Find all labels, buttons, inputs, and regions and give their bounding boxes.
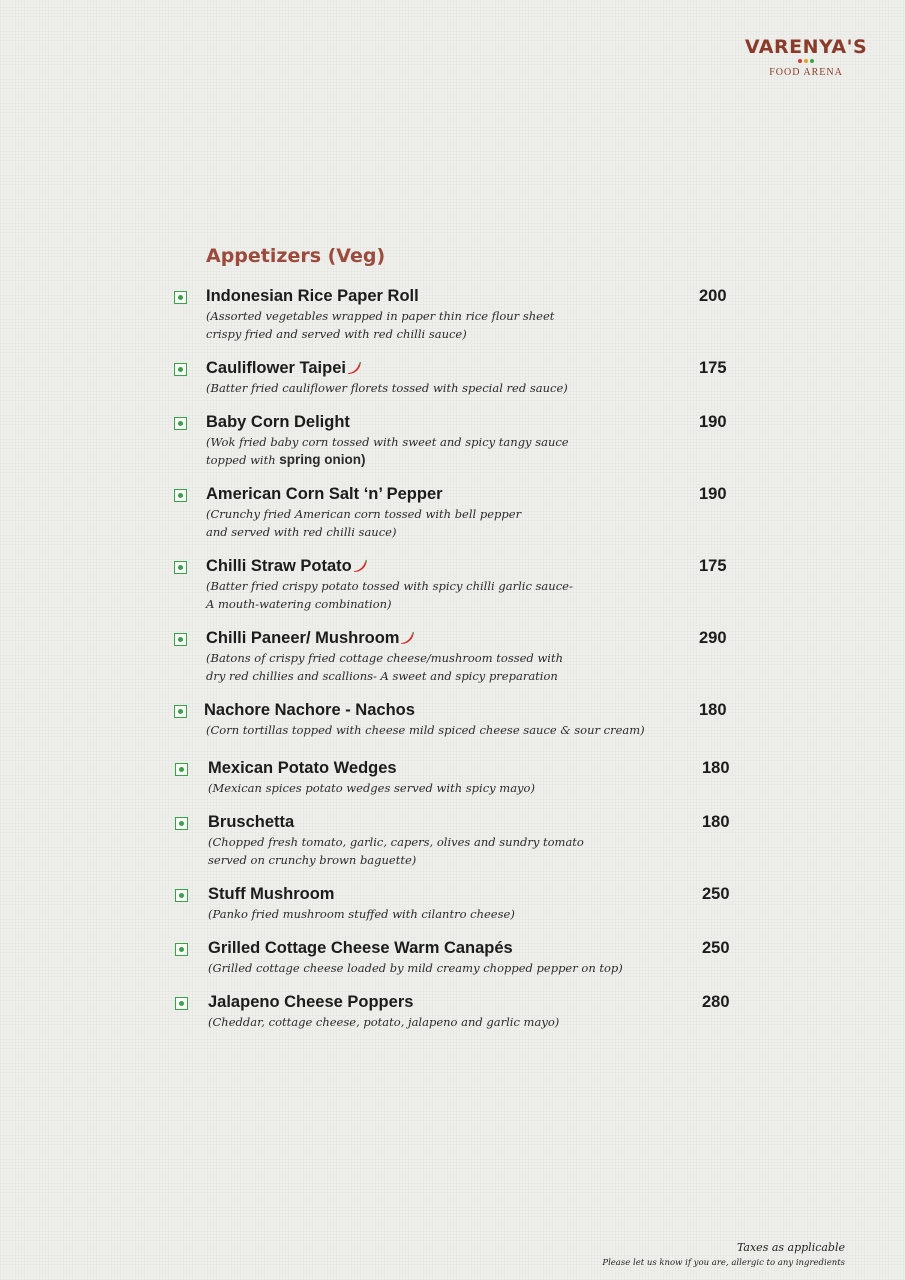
item-name-text: Mexican Potato Wedges — [208, 759, 397, 777]
item-name-text: Bruschetta — [208, 813, 295, 831]
brand-dots — [741, 59, 871, 67]
item-name — [208, 813, 294, 832]
description-prefix: topped with — [206, 453, 280, 467]
description-line: dry red chillies and scallions- A sweet and spicy preparation — [206, 669, 558, 683]
veg-mark-icon — [174, 363, 187, 376]
allergy-note: Please let us know if you are, allergic to any ingredients — [602, 1258, 845, 1268]
item-name-text: Stuff Mushroom — [208, 885, 335, 903]
description-line: (Batter fried crispy potato tossed with spicy chilli garlic sauce- — [206, 579, 573, 593]
item-price: 280 — [702, 993, 730, 1011]
veg-mark-icon — [175, 763, 188, 776]
veg-mark-icon — [175, 889, 188, 902]
item-description — [206, 649, 563, 685]
description-line: A mouth-watering combination) — [206, 597, 392, 611]
item-name-text: Cauliflower Taipei — [206, 359, 346, 377]
item-price: 200 — [699, 287, 727, 305]
item-description — [208, 905, 515, 923]
chilli-icon — [352, 559, 368, 573]
item-name — [208, 993, 413, 1012]
description-line: served on crunchy brown baguette) — [208, 853, 417, 867]
brand-dot-yellow — [804, 59, 808, 63]
item-name — [204, 701, 415, 720]
description-line: crispy fried and served with red chilli sauce) — [206, 327, 467, 341]
brand-logo — [741, 36, 871, 78]
item-name-text: Baby Corn Delight — [206, 413, 350, 431]
item-price: 290 — [699, 629, 727, 647]
brand-name: VARENYA'S — [744, 36, 868, 58]
item-description — [206, 505, 521, 541]
item-description — [206, 721, 645, 739]
description-line: (Cheddar, cottage cheese, potato, jalapeno and garlic mayo) — [208, 1015, 560, 1029]
brand-dot-red — [798, 59, 802, 63]
item-name-text: Jalapeno Cheese Poppers — [208, 993, 414, 1011]
description-line: (Assorted vegetables wrapped in paper thin rice flour sheet — [206, 309, 555, 323]
item-name — [208, 885, 334, 904]
veg-mark-icon — [175, 943, 188, 956]
veg-mark-icon — [174, 705, 187, 718]
item-price: 190 — [699, 485, 727, 503]
veg-mark-icon — [174, 633, 187, 646]
item-description — [206, 307, 554, 343]
item-price: 175 — [699, 557, 727, 575]
description-line: (Crunchy fried American corn tossed with bell pepper — [206, 507, 522, 521]
veg-mark-icon — [174, 561, 187, 574]
item-name-text: American Corn Salt ‘n’ Pepper — [206, 485, 443, 503]
item-name — [206, 413, 350, 432]
veg-mark-icon — [174, 417, 187, 430]
brand-dot-green — [810, 59, 814, 63]
item-name — [206, 485, 443, 504]
item-price: 250 — [702, 939, 730, 957]
brand-tagline: FOOD ARENA — [769, 67, 843, 78]
item-description — [206, 379, 568, 397]
item-price: 175 — [699, 359, 727, 377]
description-line: (Panko fried mushroom stuffed with cilantro cheese) — [208, 907, 515, 921]
description-line: and served with red chilli sauce) — [206, 525, 397, 539]
item-description — [208, 1013, 559, 1031]
item-name — [206, 287, 419, 306]
description-line: (Batons of crispy fried cottage cheese/mushroom tossed with — [206, 651, 563, 665]
veg-mark-icon — [175, 817, 188, 830]
description-line: (Mexican spices potato wedges served with spicy mayo) — [208, 781, 535, 795]
item-description — [206, 577, 573, 613]
item-price: 180 — [702, 759, 730, 777]
item-price: 190 — [699, 413, 727, 431]
description-emphasis: spring onion) — [279, 452, 366, 467]
item-name — [206, 557, 368, 576]
veg-mark-icon — [175, 997, 188, 1010]
item-name — [208, 939, 513, 958]
chilli-icon — [346, 361, 362, 375]
chilli-icon — [399, 631, 415, 645]
description-line: (Grilled cottage cheese loaded by mild creamy chopped pepper on top) — [208, 961, 623, 975]
description-line — [206, 451, 569, 469]
section-title: Appetizers (Veg) — [206, 245, 386, 267]
taxes-note: Taxes as applicable — [736, 1241, 845, 1254]
item-description — [206, 433, 569, 469]
item-description — [208, 779, 535, 797]
item-price: 180 — [702, 813, 730, 831]
description-line: (Wok fried baby corn tossed with sweet and spicy tangy sauce — [206, 435, 569, 449]
item-description — [208, 959, 623, 977]
veg-mark-icon — [174, 291, 187, 304]
item-price: 250 — [702, 885, 730, 903]
item-name-text: Indonesian Rice Paper Roll — [206, 287, 419, 305]
description-line: (Chopped fresh tomato, garlic, capers, olives and sundry tomato — [208, 835, 584, 849]
item-name-text: Grilled Cottage Cheese Warm Canapés — [208, 939, 513, 957]
item-description — [208, 833, 584, 869]
veg-mark-icon — [174, 489, 187, 502]
item-name-text: Chilli Straw Potato — [206, 557, 352, 575]
description-line: (Batter fried cauliflower florets tossed with special red sauce) — [206, 381, 568, 395]
item-price: 180 — [699, 701, 727, 719]
description-line: (Corn tortillas topped with cheese mild spiced cheese sauce & sour cream) — [206, 723, 645, 737]
item-name — [206, 359, 362, 378]
item-name-text: Nachore Nachore - Nachos — [204, 701, 415, 719]
item-name — [206, 629, 415, 648]
item-name-text: Chilli Paneer/ Mushroom — [206, 629, 400, 647]
item-name — [208, 759, 397, 778]
